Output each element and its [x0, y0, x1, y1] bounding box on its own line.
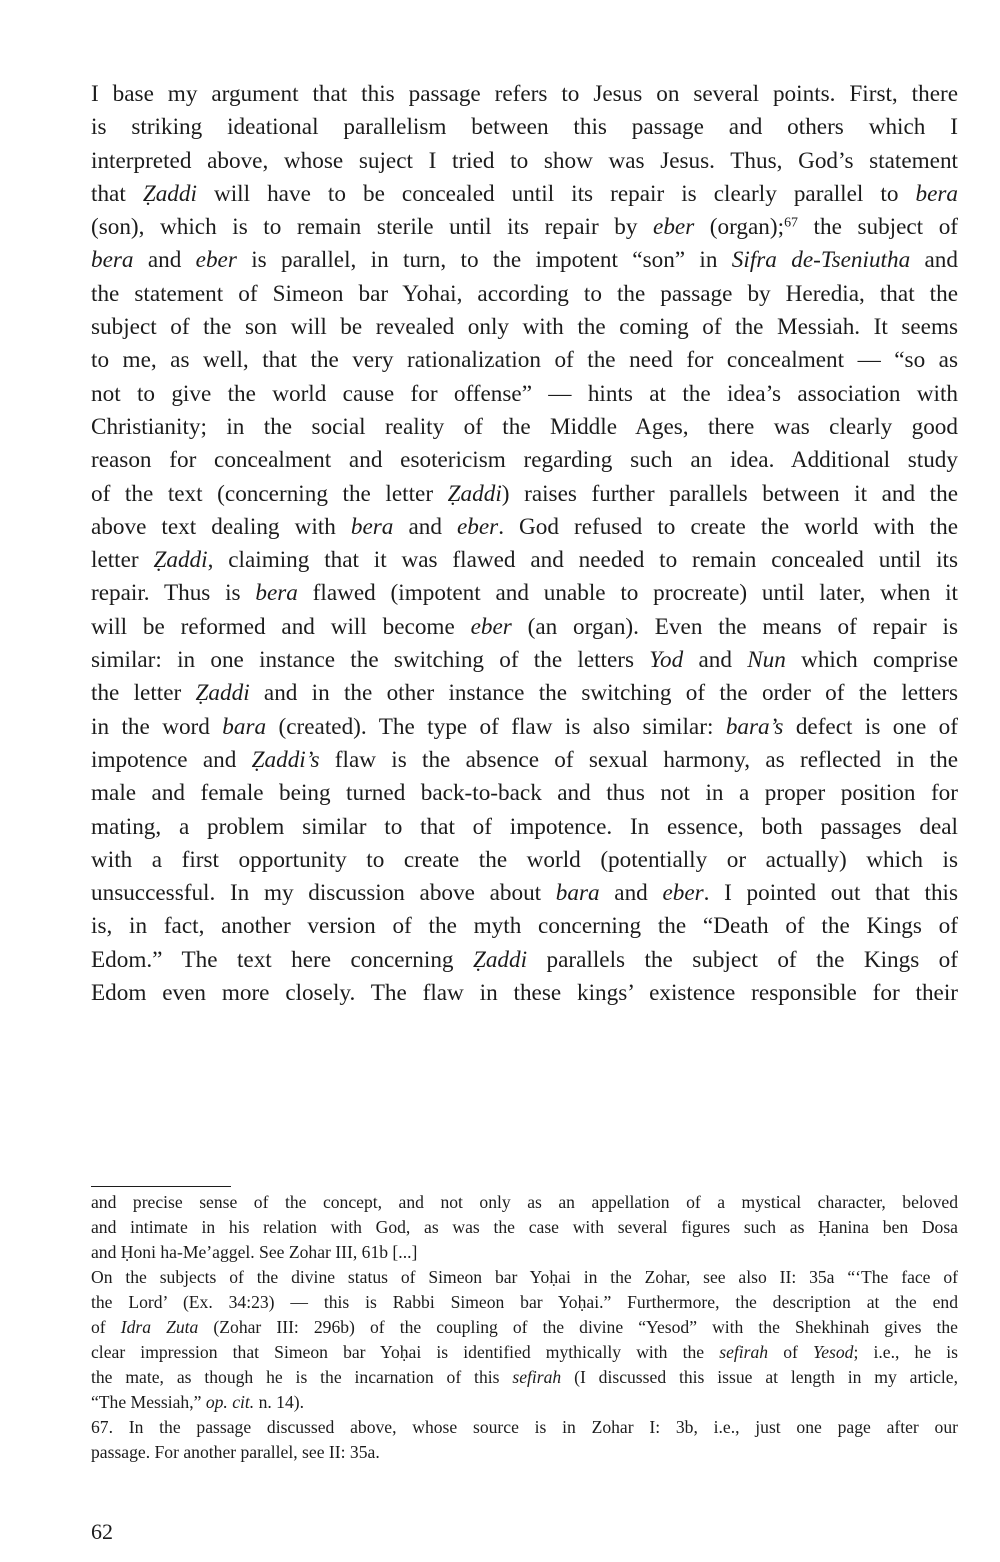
body-text-line: unsuccessful. In my discussion above about bara and eber. I pointed out that this — [91, 880, 959, 907]
body-text-line: that Ẓaddi will have to be concealed until its repair is clearly parallel to bera — [91, 180, 958, 207]
body-text-line: I base my argument that this passage refers to Jesus on several points. First, there — [91, 81, 958, 107]
body-text-line: (son), which is to remain sterile until its repair by eber (organ);$^{67}$ the subject of — [91, 214, 959, 241]
body-text-line: is striking ideational parallelism between this passage and others which I — [91, 114, 958, 141]
body-text-line: impotence and Ẓaddi’s flaw is the absence of sexual harmony, as reflected in the — [91, 746, 958, 773]
footnote-line: and intimate in his relation with God, as was the case with several figures such as Ḥanina ben Dosa — [91, 1217, 958, 1237]
body-text-line: the letter Ẓaddi and in the other instance the switching of the order of the letters — [91, 680, 958, 707]
page-number: 62 — [91, 1519, 113, 1544]
body-text-line: Edom.” The text here concerning Ẓaddi parallels the subject of the Kings of — [91, 946, 958, 973]
body-text-line: the statement of Simeon bar Yohai, according to the passage by Heredia, that the — [91, 280, 958, 307]
body-text-line: will be reformed and will become eber (an organ). Even the means of repair is — [91, 613, 958, 640]
body-text — [91, 78, 958, 1010]
body-text-line: Christianity; in the social reality of the Middle Ages, there was clearly good — [91, 413, 958, 440]
body-text-line: repair. Thus is bera flawed (impotent and unable to procreate) until later, when it — [91, 580, 958, 607]
body-text-line: Edom even more closely. The flaw in these kings’ existence responsible for their — [91, 980, 958, 1007]
body-text-line: reason for concealment and esotericism regarding such an idea. Additional study — [91, 447, 958, 474]
footnote-line: of Idra Zuta (Zohar III: 296b) of the coupling of the divine “Yesod” with the Shekhinah gives the — [91, 1317, 958, 1337]
body-text-line: male and female being turned back-to-back and thus not in a proper position for — [91, 780, 958, 807]
body-text-line: bera and eber is parallel, in turn, to the impotent “son” in Sifra de-Tseniutha and — [91, 247, 958, 274]
body-text-line: not to give the world cause for offense” — hints at the idea’s association with — [91, 380, 958, 407]
body-text-line: letter Ẓaddi, claiming that it was flawed and needed to remain concealed until its — [91, 547, 958, 574]
footnote-line: clear impression that Simeon bar Yoḥai is identified mythically with the sefirah of Yesod; i.e., he is — [91, 1342, 958, 1362]
footnotes — [91, 1190, 958, 1465]
body-text-line: to me, as well, that the very rationalization of the need for concealment — “so as — [91, 347, 958, 374]
body-text-line: in the word bara (created). The type of flaw is also similar: bara’s defect is one of — [91, 713, 958, 740]
body-text-line: mating, a problem similar to that of impotence. In essence, both passages deal — [91, 813, 958, 840]
footnote-divider — [91, 1186, 231, 1187]
footnote-line: “The Messiah,” op. cit. n. 14). — [91, 1392, 305, 1412]
footnote-line: passage. For another parallel, see II: 35a. — [91, 1442, 380, 1462]
body-text-line: is, in fact, another version of the myth concerning the “Death of the Kings of — [91, 913, 958, 940]
body-text-line: with a first opportunity to create the world (potentially or actually) which is — [91, 846, 958, 873]
body-text-line: similar: in one instance the switching of the letters Yod and Nun which comprise — [91, 647, 958, 674]
body-text-line: interpreted above, whose suject I tried to show was Jesus. Thus, God’s statement — [91, 147, 958, 174]
footnote-line: 67. In the passage discussed above, whose source is in Zohar I: 3b, i.e., just one page after our — [91, 1417, 958, 1437]
body-text-line: subject of the son will be revealed only with the coming of the Messiah. It seems — [91, 314, 958, 341]
footnote-line: and precise sense of the concept, and not only as an appellation of a mystical character, beloved — [91, 1192, 958, 1212]
body-text-line: of the text (concerning the letter Ẓaddi) raises further parallels between it and the — [91, 480, 958, 507]
footnote-line: the mate, as though he is the incarnation of this sefirah (I discussed this issue at length in my article, — [91, 1367, 958, 1387]
footnote-line: the Lord’ (Ex. 34:23) — this is Rabbi Simeon bar Yoḥai.” Furthermore, the description at the end — [91, 1292, 958, 1312]
footnote-line: and Ḥoni ha-Me’aggel. See Zohar III, 61b [...] — [91, 1242, 418, 1262]
body-text-line: above text dealing with bera and eber. God refused to create the world with the — [91, 513, 958, 540]
footnote-line: On the subjects of the divine status of Simeon bar Yoḥai in the Zohar, see also II: 35a “‘The face of — [91, 1267, 958, 1287]
